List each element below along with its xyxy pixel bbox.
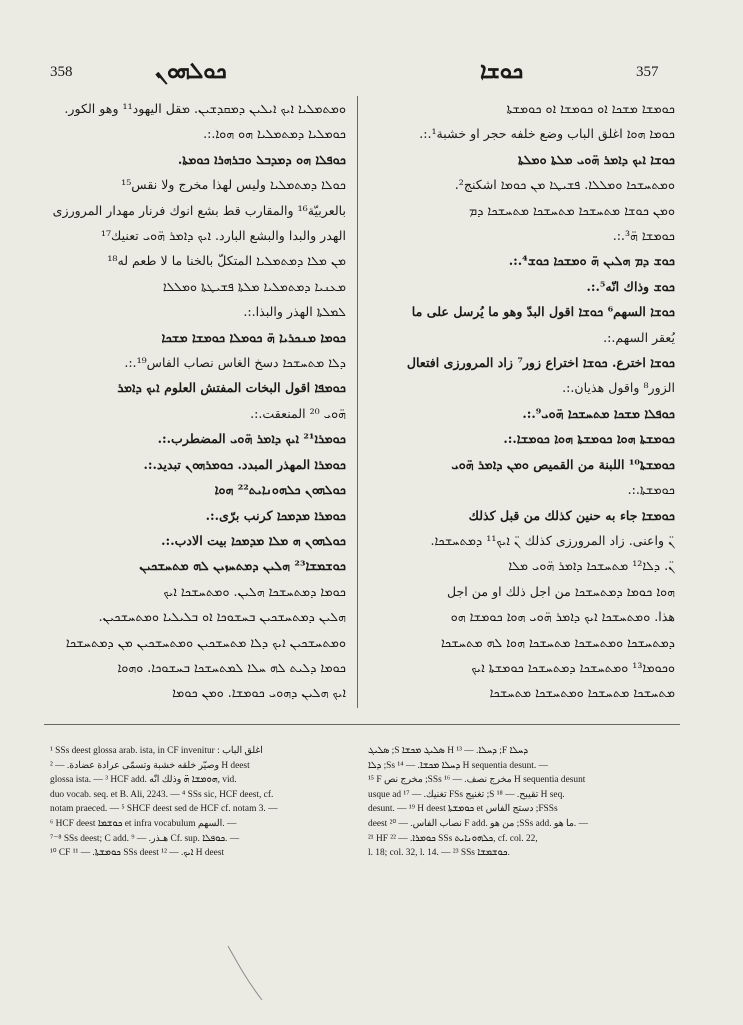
text-line: ܟܘܡܪܐ²¹ ܐܝܟ ܕܐܡܪ ܗ̈ܘܝ المضطرب.:. bbox=[157, 431, 346, 447]
column-divider bbox=[357, 96, 358, 708]
text-line: ܟܘܫܐ السهم⁶ ܟܘܫܐ اقول البدّ وهو ما يُرسل على ما bbox=[411, 304, 675, 320]
right-page-number: 357 bbox=[636, 64, 659, 80]
text-line: يُعقر السهم.:. bbox=[603, 329, 675, 345]
text-line: ܢ̈. ܕܠܐ¹² ܡܬܚܫܟܐ ܕܐܡܪ ܗ̈ܘܝ ܡܠܐ bbox=[508, 558, 675, 574]
footnote-rule bbox=[44, 724, 680, 725]
text-line: هذا. ܘܡܬܚܫܟܐ ܐܝܟ ܕܐܡܪ ܗ̈ܘܝ ܗܘܐ ܟܘܡܫܐ ܗܘ bbox=[450, 609, 675, 625]
footnote-line: ⁷⁻⁸ SSs deest; C add. هـذر. — ⁹ Cf. sup. ܟܘܦܠܐ. — bbox=[50, 833, 240, 844]
text-line: ܕܡܬܚܫܟܐ ܘܡܬܚܫܟܐ ܡܬܚܫܟܐ ܗܘܐ ܠܗ ܡܬܚܫܟܐ bbox=[441, 634, 675, 650]
text-line: ܟܘܦܠܐ ܗܘ ܕܡܕܒܠ ܘܒܪܗܪܐ ܟܘܡܬܐ. bbox=[177, 151, 346, 167]
text-line: ܟܘܠܐ ܕܡܬܡܠܝܐ وليس لهذا مخرج ولا نقس¹⁵ bbox=[121, 177, 346, 193]
footnote-line: ¹⁵ F مخرج نص ;SSs مخرج نصف. — ¹⁶ H sequentia desunt bbox=[368, 775, 586, 786]
left-page-number: 358 bbox=[50, 64, 73, 80]
text-line: ܘܟܘܡܐ¹³ ܘܡܬܚܫܟܐ ܕܡܬܚܫܟܐ ܟܘܡܫܬܐ ܐܝܟ bbox=[471, 659, 675, 675]
text-line: ܟܘܫ وذاك انّه⁵.:. bbox=[586, 278, 675, 294]
text-line: ܗܠܝܢ ܕܡܬܚܫܟܝܢ ܒܚܫܘܟܐ ܐܘ ܒܠܝܠܝܐ ܘܡܬܚܫܟܝܢ. bbox=[98, 609, 346, 625]
text-line: ܟܘܡܫܬܐ¹⁰ اللبنة من القميص ܘܡܢ ܕܐܡܪ ܗ̈ܘܝ bbox=[451, 456, 675, 472]
text-line: ܟܘܫ ܕܡ ܗܠܝܢ ܗ̈ ܘܡܫܟܐ ܟܘܫ⁴.:. bbox=[508, 253, 675, 269]
text-line: ܕܠܐ ܡܬܚܫܟܐ دسخ الغاس نصاب الفاس¹⁹.:. bbox=[124, 355, 346, 371]
text-line: ܟܘܡܐ ܕܡܬܚܫܟܐ ܗܠܝܢ. ܘܡܬܚܫܟܐ ܐܝܟ bbox=[163, 583, 346, 599]
text-line: ܡܢ ܡܠܐ ܕܡܬܡܠܝܐ المتكلّ بالخنا ما لا طعم له¹⁸ bbox=[107, 253, 346, 269]
left-footnotes bbox=[50, 744, 350, 876]
right-footnotes bbox=[368, 744, 678, 876]
text-line: ܟܘܫܡܫܐ²³ ܗܠܝܢ ܕܡܬܚܙܝܢ ܠܗ ܡܬܚܫܟܝܢ bbox=[139, 558, 346, 574]
text-line: ܟܘܡܫܐ ܡܫܟܐ ܐܘ ܟܘܡܫܐ ܐܘ ܟܘܡܫܬܐ bbox=[506, 101, 675, 116]
text-line: ܟܘܡܐ ܗܘܐ اغلق الباب وضع خلفه حجر او خشبة¹.:. bbox=[419, 126, 675, 142]
text-line: ܟܘܠܗܘܢ ܗ ܡܠܐ ܡܕܡܟܐ بيت الادب.:. bbox=[161, 532, 346, 548]
text-line: ܟܘܡܐ ܡܢܟܪܝܐ ܗ̈ ܟܘܡܠܐ ܟܘܡܫܐ ܡܫܟܐ bbox=[161, 329, 346, 345]
footnote-line: deest نصاب الفاس. — ²⁰ F add. من هو ;SSs add. ما هو. — bbox=[368, 818, 588, 829]
text-line: ܟܘܡܪܐ المهذر المبدد. ܟܘܡܪܗܘܢ تبديد.:. bbox=[143, 456, 346, 472]
text-line: ܡܥܢܝܐ ܕܡܬܡܠܝܐ ܡܠܬܐ ܦܫܝܛܬܐ ܘܡܠܠܐ bbox=[162, 278, 346, 294]
footnote-line: ܕܠܐ ;Ss ܕܚܠܐ ܡܟܫܐ. — ¹⁴ H sequentia desunt. — bbox=[368, 760, 548, 771]
footnote-line: وصيّر خلقه خشبة وتسمّى عرادة عضادة. — ² H deest bbox=[50, 760, 250, 771]
footnote-line: desunt. — ¹⁹ H deest ܟܘܡܫܬܐ et دستج الفاس ;FSSs bbox=[368, 804, 558, 815]
footnote-line: ¹ SSs deest glossa arab. ista, in CF invenitur : اغلق الباب bbox=[50, 746, 263, 756]
text-line: ܟܘܦܠܐ ܡܫܟܐ ܡܬܚܫܟܐ ܗ̈ܘܝ⁹.:. bbox=[522, 405, 675, 421]
text-line: ܟܘܡܫܐ جاء به حنين كذلك من قبل كذلك bbox=[468, 507, 675, 523]
text-line: ܘܡܬܡܠܝܐ ܐܝܟ ܐܝܠܝܢ ܕܡܩܕܫܝܢ. ܡقل اليهود¹¹ وهو الكور. bbox=[64, 101, 346, 116]
text-line: ܟܘܡܫܬܐ ܗܘܐ ܟܘܡܫܬܐ ܗܘܐ ܟܘܡܫܐ.:. bbox=[503, 431, 675, 447]
text-line: ܘܡܬܚܫܟܝܢ ܐܝܟ ܕܠܐ ܡܬܚܫܟܝܢ ܘܡܬܚܫܟܝܢ ܡܢ ܕܡܬܚܫܟܐ bbox=[65, 634, 346, 650]
footnote-line: glossa ista. — ³ HCF add. ܗܘܡܫܐ ܗ̈ وذلك انّه, vid. bbox=[50, 775, 237, 786]
footnote-line: ¹⁰ CF ܟܘܡܫܬܐ. — ¹¹ SSs deest ܐܝܟ. — ¹² H deest bbox=[50, 848, 225, 859]
pencil-mark bbox=[226, 944, 266, 1004]
left-running-head: ܟܘܠܗܘܢ bbox=[155, 58, 227, 84]
footnote-line: ²¹ HF ܟܘܡܪܐ. — ²² SSs ܟܠܗܘܢܐܝܬ, cf. col. 22, bbox=[368, 833, 538, 844]
right-text-column bbox=[370, 96, 675, 706]
text-line: ܟܘܡܫܬܐ.:. bbox=[627, 482, 675, 498]
text-line: ܐܝܟ ܗܠܝܢ ܕܗܘܝ ܟܘܡܫܐ. ܘܡܢ ܟܘܡܐ bbox=[172, 685, 346, 701]
text-line: الهدر والبدا والبشع البارد. ܐܝܟ ܕܐܡܪ ܗ̈ܘܝ تعنيك¹⁷ bbox=[100, 228, 346, 244]
footnote-line: notam praeced. — ⁵ SHCF deest sed de HCF cf. notam 3. — bbox=[50, 804, 278, 815]
text-line: ܗ̈ܘܝ ²⁰ المنعقت.:. bbox=[250, 405, 346, 421]
text-line: ܟܘܠܗܘܢ ܟܠܗܘܢܐܝܬ²² ܗܘܐ bbox=[214, 482, 346, 498]
text-line: ܠܡܠܬܐ الهذر والبذا.:. bbox=[243, 304, 346, 320]
text-line: ܢ̈ واعنى. زاد المرورزى كذلك ܢ̈ ܐܝܟ¹¹ ܕܡܬܚܫܟܐ. bbox=[430, 532, 675, 548]
footnote-line: usque ad تغنيك. — ¹⁷ FSs تغنيج ;S تقيبح. — ¹⁸ H seq. bbox=[368, 789, 565, 800]
text-line: ܘܡܢ ܟܘܫܐ ܡܬܚܫܟܐ ܡܬܚܫܟܐ ܡܬܚܫܟܐ ܕܡ bbox=[469, 202, 675, 218]
footnote-line: duo vocab. seq. et B. Ali, 2243. — ⁴ SSs sic, HCF deest, cf. bbox=[50, 789, 274, 800]
right-running-head: ܟܘܫܐ bbox=[480, 58, 524, 84]
text-line: ܟܘܡܠܝܐ ܕܡܬܡܠܝܐ ܗܘ ܗܘܐ.:. bbox=[203, 126, 346, 142]
text-line: ܟܘܡܪܐ ܡܕܡܟܐ كرنب برّى.:. bbox=[205, 507, 346, 523]
text-line: ܟܘܡܫܐ ܗ̈³.:. bbox=[612, 228, 675, 244]
text-line: ܟܘܫܐ ܐܝܟ ܕܐܡܪ ܗ̈ܘܝ ܡܠܬܐ ܘܡܠܬܐ bbox=[517, 151, 675, 167]
text-line: ܟܘܡܦܐ اقول البخات المفتش العلوم ܐܝܟ ܕܐܡܪ bbox=[117, 380, 346, 396]
text-line: ܗܘܐ ܟܘܡܐ ܕܡܬܚܫܟܐ من اجل ذلك او من اجل bbox=[446, 583, 675, 599]
footnote-line: ⁶ HCF deest ܟܘܫܡܐ et infra vocabulum السهم. — bbox=[50, 818, 237, 829]
footnote-line: l. 18; col. 32, l. 14. — ²³ SSs ܟܘܫܡܫܐ. bbox=[368, 848, 510, 859]
left-text-column bbox=[44, 96, 346, 706]
footnote-line: ܣܠܝܓ ;S ܣܠܝܓ ܡܟܫܐ H ¹³ — .ܕܚܠܐ ;F ܕܚܠܐ bbox=[368, 746, 528, 756]
text-line: الزور⁸ واقول هذيان.:. bbox=[562, 380, 675, 396]
text-line: ܘܡܬܚܫܟܐ ܘܡܠܠܐ. ܦܫܝܛܐ ܡܢ ܟܘܡܐ اشكنج². bbox=[454, 177, 675, 193]
text-line: ܟܘܫܐ اخترع. ܟܘܫܐ اختراع زور⁷ زاد المرورزى افتعال bbox=[406, 355, 675, 371]
text-line: ܡܬܚܫܟܐ ܡܬܚܫܟܐ ܘܡܬܚܫܟܐ ܡܬܚܫܟܐ bbox=[489, 685, 675, 701]
text-line: ܟܘܡܐ ܕܠܝܬ ܠܗ ܚܠܐ ܠܡܬܚܫܟܐ ܒܚܫܘܟܐ. ܘܗܘܐ bbox=[117, 659, 346, 675]
text-line: بالعربيّة¹⁶ والمقارب قط بشع انوك فرنار مهدار المرورزى bbox=[52, 202, 346, 218]
